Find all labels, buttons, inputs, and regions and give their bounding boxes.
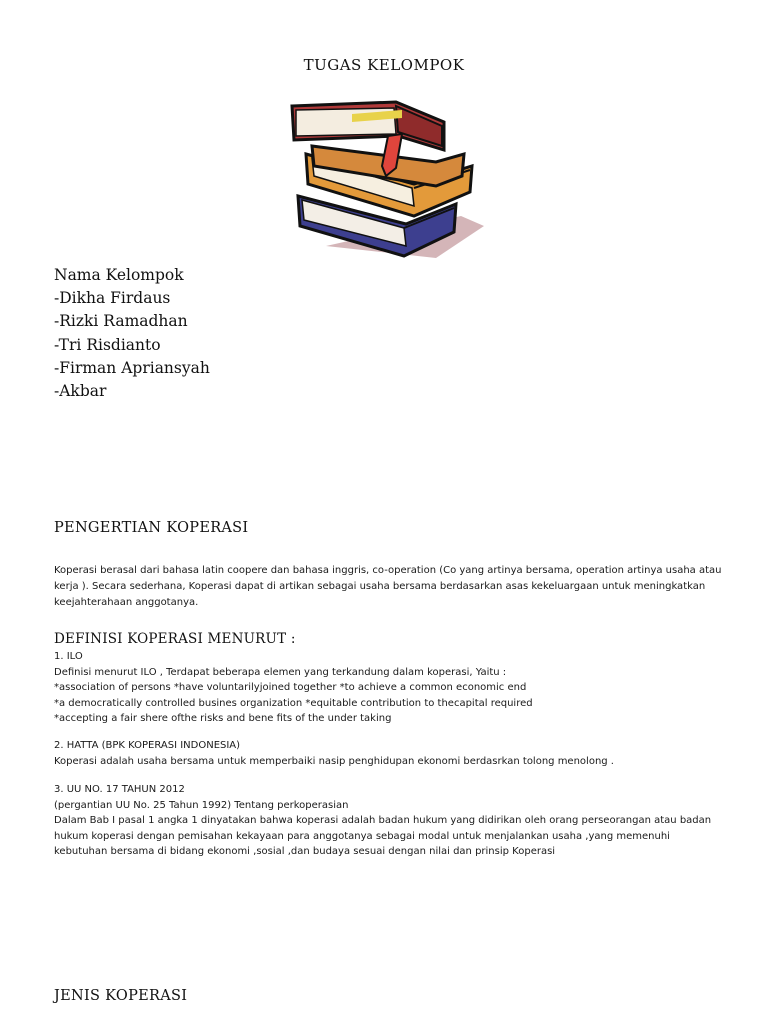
uu-line: hukum koperasi dengan pemisahan kekayaan para anggotanya sebagai modal untuk menjalankan usaha ,yang memenuhi bbox=[54, 830, 670, 842]
ilo-line: *a democratically controlled busines organization *equitable contribution to thecapital required bbox=[54, 697, 533, 709]
definisi-hatta bbox=[54, 738, 744, 769]
definisi-uu bbox=[54, 782, 744, 860]
member-name: -Rizki Ramadhan bbox=[54, 312, 188, 331]
member-name: -Firman Apriansyah bbox=[54, 358, 210, 377]
hatta-label: 2. HATTA (BPK KOPERASI INDONESIA) bbox=[54, 740, 241, 751]
uu-line: kebutuhan bersama di bidang ekonomi ,sosial ,dan budaya sesuai dengan nilai dan prinsip Koperasi bbox=[54, 846, 556, 857]
section-heading-pengertian: PENGERTIAN KOPERASI bbox=[54, 520, 249, 536]
ilo-line: Definisi menurut ILO , Terdapat beberapa elemen yang terkandung dalam koperasi, Yaitu : bbox=[54, 666, 507, 678]
group-heading: Nama Kelompok bbox=[54, 266, 184, 284]
group-members bbox=[54, 264, 210, 403]
member-name: -Dikha Firdaus bbox=[54, 289, 171, 308]
section-heading-jenis: JENIS KOPERASI bbox=[54, 988, 188, 1004]
document-title: TUGAS KELOMPOK bbox=[303, 56, 465, 74]
member-name: -Tri Risdianto bbox=[54, 335, 161, 354]
ilo-line: *association of persons *have voluntarilyjoined together *to achieve a common economic end bbox=[54, 682, 527, 693]
ilo-line: *accepting a fair shere ofthe risks and bene fits of the under taking bbox=[54, 713, 392, 724]
hatta-line: Koperasi adalah usaha bersama untuk memperbaiki nasip penghidupan ekonomi berdasrkan tolong menolong . bbox=[54, 755, 614, 767]
member-name: -Akbar bbox=[54, 382, 107, 401]
definisi-ilo bbox=[54, 649, 744, 727]
uu-label: 3. UU NO. 17 TAHUN 2012 bbox=[54, 784, 185, 795]
uu-line: (pergantian UU No. 25 Tahun 1992) Tentang perkoperasian bbox=[54, 799, 349, 811]
section-heading-definisi: DEFINISI KOPERASI MENURUT : bbox=[54, 631, 296, 647]
ilo-label: 1. ILO bbox=[54, 651, 83, 662]
pengertian-paragraph: Koperasi berasal dari bahasa latin coopere dan bahasa inggris, co-operation (Co yang artinya bersama, operation artinya usaha atau kerja ). Secara sederhana, Koperasi dapat di artikan sebagai usaha bersama berdasarkan asas kekeluargaan untuk meningkatkan keejahterahaan anggotanya. bbox=[54, 565, 722, 608]
stack-of-books-icon bbox=[286, 96, 486, 264]
uu-line: Dalam Bab I pasal 1 angka 1 dinyatakan bahwa koperasi adalah badan hukum yang didirikan oleh orang perseorangan atau badan bbox=[54, 815, 712, 826]
